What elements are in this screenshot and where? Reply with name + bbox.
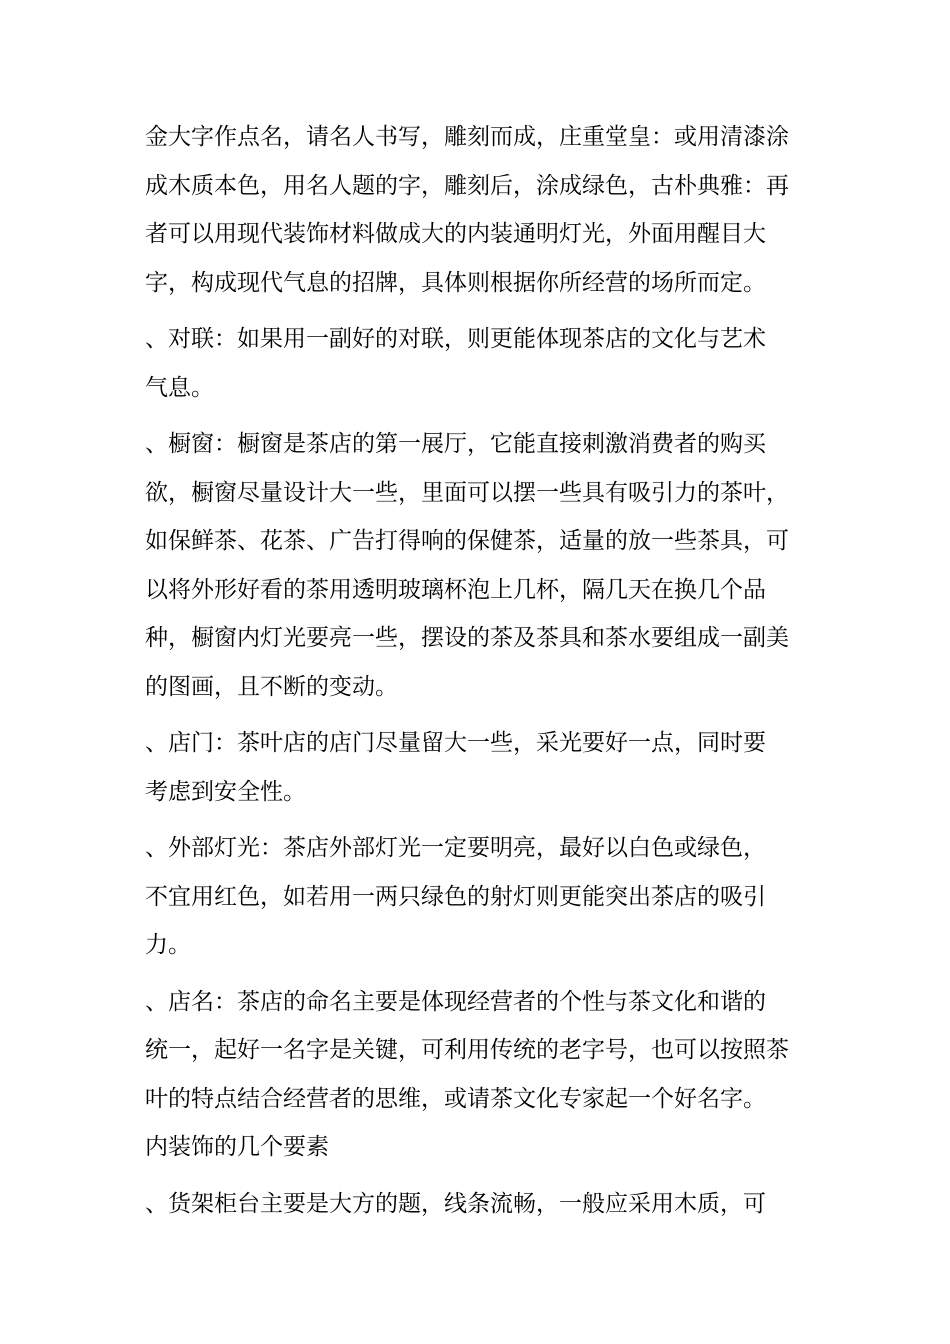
section-heading: 内装饰的几个要素 [145, 1134, 329, 1160]
paragraph-gap [145, 970, 810, 978]
paragraph-gap [145, 412, 810, 420]
text-line: 、店名：茶店的命名主要是体现经营者的个性与茶文化和谐的 [145, 988, 766, 1015]
text-line: 、店门：茶叶店的店门尽量留大一些，采光要好一点，同时要 [145, 730, 766, 756]
text-line: 、橱窗：橱窗是茶店的第一展厅，它能直接刺激消费者的购买 [145, 431, 766, 457]
text-line: 以将外形好看的茶用透明玻璃杯泡上几杯，隔几天在换几个品 [145, 576, 766, 603]
paragraph-gap [145, 307, 810, 315]
text-line: 金大字作点名，请名人书写，雕刻而成，庄重堂皇：或用清漆涂 [145, 124, 789, 150]
body-text [145, 113, 810, 1228]
text-line: 、对联：如果用一副好的对联，则更能体现茶店的文化与艺术 [145, 326, 766, 352]
paragraph-gap [145, 711, 810, 719]
text-line: 成木质本色，用名人题的字，雕刻后，涂成绿色，古朴典雅：再 [145, 172, 789, 199]
text-line: 字，构成现代气息的招牌，具体则根据你所经营的场所而定。 [145, 269, 766, 296]
text-line: 考虑到安全性。 [145, 778, 306, 805]
text-line: 叶的特点结合经营者的思维，或请茶文化专家起一个好名字。 [145, 1085, 766, 1112]
paragraph-gap [145, 816, 810, 824]
text-line: 者可以用现代装饰材料做成大的内装通明灯光，外面用醒目大 [145, 221, 766, 247]
text-line: 欲，橱窗尽量设计大一些，里面可以摆一些具有吸引力的茶叶， [145, 479, 789, 506]
text-line: 统一，起好一名字是关键，可利用传统的老字号，也可以按照茶 [145, 1037, 789, 1063]
text-line: 力。 [145, 932, 191, 958]
paragraph-gap [145, 1172, 810, 1180]
text-line: 不宜用红色，如若用一两只绿色的射灯则更能突出茶店的吸引 [145, 883, 766, 910]
text-line: 的图画，且不断的变动。 [145, 673, 398, 700]
text-line: 、货架柜台主要是大方的题，线条流畅，一般应采用木质，可 [145, 1190, 766, 1217]
text-line: 、外部灯光：茶店外部灯光一定要明亮，最好以白色或绿色， [145, 835, 766, 861]
text-line: 种，橱窗内灯光要亮一些，摆设的茶及茶具和茶水要组成一副美 [145, 625, 789, 651]
text-line: 气息。 [145, 374, 214, 401]
text-line: 如保鲜茶、花茶、广告打得响的保健茶，适量的放一些茶具，可 [145, 528, 789, 554]
